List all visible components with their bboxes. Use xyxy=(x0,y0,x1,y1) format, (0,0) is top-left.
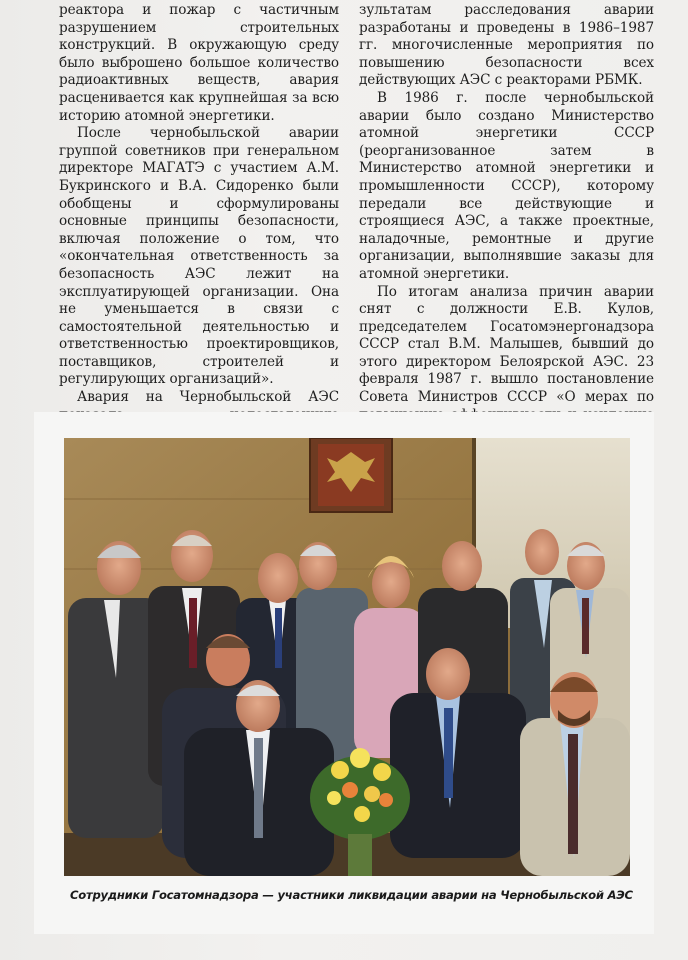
paragraph: Авария на Чернобыльской АЭС xyxy=(77,389,339,406)
paragraph: В 1986 г. после чернобыльской аварии было создано Министерство атомной энергетики СССР (реорганизованное затем в Министерство атомной энергетики и промышленности СССР), которому передали все действующие и строящиеся АЭС, а также проектные, наладочные, ремонтные и другие организации, выполнявшие заказы для атомной энергетики. xyxy=(359,89,654,282)
paragraph: После чернобыльской аварии группой советников при генеральном директоре МАГАТЭ с участием А.М. Букринского и В.А. Сидоренко были обобщены и сформулированы основные принципы безопасности, включая положение о том, что «окончательная ответственность за безопасность АЭС лежит на эксплуатирующей организации. Она не уменьшается в связи с самостоятельной деятельностью и ответственностью проектировщиков, поставщиков, строителей и регулирующих организаций». xyxy=(59,125,339,388)
paragraph: По итогам анализа причин аварии снят с должности Е.В. Кулов, председателем Госатомэнергонадзора СССР стал В.М. Малышев, бывший до этого директором Белоярской АЭС. 23 февраля 1987 г. вышло постановление Совета Министров СССР «О мерах по xyxy=(359,283,654,406)
text-column-right xyxy=(359,2,654,477)
paragraph: реактора и пожар с частичным разрушением строительных конструкций. В окружающую среду было выброшено большое количество радиоактивных веществ, авария расценивается как крупнейшая за всю историю атомной энергетики. xyxy=(59,2,339,124)
group-photo xyxy=(64,438,630,876)
emblem-icon xyxy=(310,438,392,512)
figure-caption: Сотрудники Госатомнадзора — участники ликвидации аварии на Чернобыльской АЭС xyxy=(70,888,633,902)
paragraph: зультатам расследования аварии разработаны и проведены в 1986–1987 гг. многочисленные мероприятия по повышению безопасности всех действующих АЭС с реакторами РБМК. xyxy=(359,2,654,89)
